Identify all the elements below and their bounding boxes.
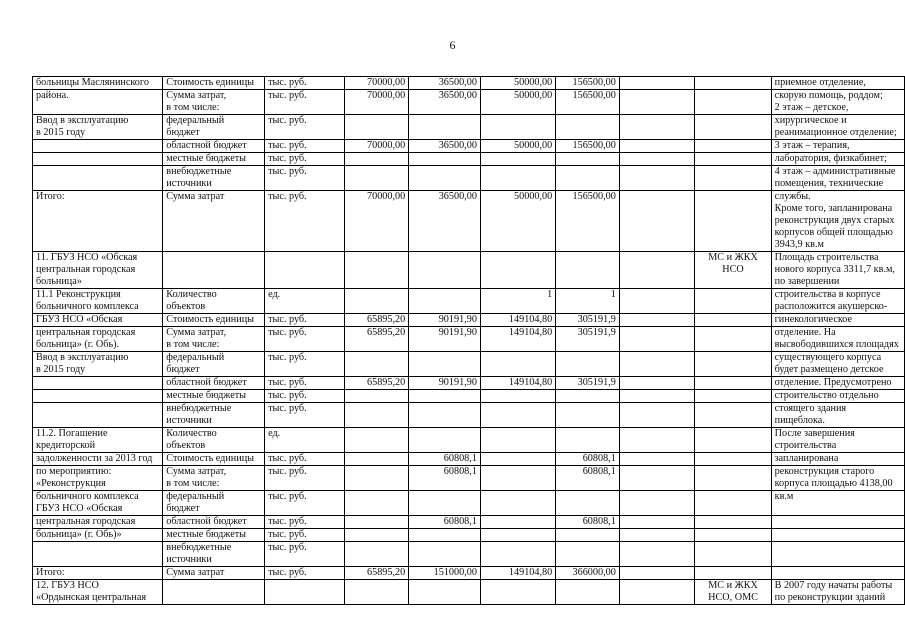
indicator-cell: Стоимость единицы (163, 453, 265, 466)
indicator-cell: внебюджетные источники (163, 403, 265, 428)
executor-cell (695, 352, 771, 377)
object-cell: больницы Маслянинского (33, 77, 163, 90)
object-cell (33, 377, 163, 390)
table-row (33, 466, 905, 491)
note-cell: скорую помощь, роддом; 2 этаж – детское, (771, 90, 904, 115)
executor-cell: МС и ЖКХ НСО, ОМС (695, 580, 771, 605)
object-cell (33, 403, 163, 428)
executor-cell (695, 166, 771, 191)
value-2014-cell: 60808,1 (409, 453, 481, 466)
blank-cell (619, 466, 695, 491)
note-cell (771, 542, 904, 567)
executor-cell (695, 140, 771, 153)
value-total-cell (556, 580, 620, 605)
table-row (33, 289, 905, 314)
value-2013-cell (345, 516, 409, 529)
value-2013-cell: 70000,00 (345, 191, 409, 252)
value-2013-cell (345, 153, 409, 166)
value-2013-cell (345, 390, 409, 403)
blank-cell (619, 289, 695, 314)
value-2015-cell: 149104,80 (480, 314, 555, 327)
indicator-cell (163, 252, 265, 289)
table-row (33, 542, 905, 567)
value-2015-cell (480, 153, 555, 166)
blank-cell (619, 542, 695, 567)
value-2015-cell: 1 (480, 289, 555, 314)
indicator-cell: Сумма затрат, в том числе: (163, 466, 265, 491)
unit-cell: тыс. руб. (265, 377, 345, 390)
value-total-cell: 60808,1 (556, 466, 620, 491)
executor-cell: МС и ЖКХ НСО (695, 252, 771, 289)
indicator-cell: Сумма затрат (163, 191, 265, 252)
value-2015-cell: 50000,00 (480, 191, 555, 252)
table-row (33, 153, 905, 166)
indicator-cell: федеральный бюджет (163, 115, 265, 140)
executor-cell (695, 377, 771, 390)
unit-cell: тыс. руб. (265, 314, 345, 327)
value-total-cell: 156500,00 (556, 77, 620, 90)
object-cell: по мероприятию: «Реконструкция (33, 466, 163, 491)
note-cell: строительство отдельно (771, 390, 904, 403)
value-2013-cell (345, 428, 409, 453)
blank-cell (619, 529, 695, 542)
note-cell (771, 529, 904, 542)
table-row (33, 377, 905, 390)
table-row (33, 516, 905, 529)
note-cell: отделение. Предусмотрено (771, 377, 904, 390)
table-row (33, 140, 905, 153)
note-cell: службы. Кроме того, запланирована реконструкция двух старых корпусов общей площадью 3943,9 кв.м (771, 191, 904, 252)
note-cell: 4 этаж – административные помещения, технические (771, 166, 904, 191)
value-2013-cell (345, 289, 409, 314)
object-cell: 11. ГБУЗ НСО «Обская центральная городская больница» (33, 252, 163, 289)
object-cell: Итого: (33, 567, 163, 580)
unit-cell (265, 580, 345, 605)
indicator-cell: внебюджетные источники (163, 166, 265, 191)
value-total-cell: 305191,9 (556, 327, 620, 352)
value-total-cell (556, 153, 620, 166)
value-2013-cell (345, 403, 409, 428)
blank-cell (619, 377, 695, 390)
value-2013-cell (345, 529, 409, 542)
value-total-cell: 60808,1 (556, 516, 620, 529)
blank-cell (619, 90, 695, 115)
note-cell: стоящего здания пищеблока. (771, 403, 904, 428)
note-cell: приемное отделение, (771, 77, 904, 90)
object-cell: больница» (г. Обь)» (33, 529, 163, 542)
value-2014-cell (409, 390, 481, 403)
indicator-cell: областной бюджет (163, 516, 265, 529)
object-cell (33, 542, 163, 567)
value-total-cell: 60808,1 (556, 453, 620, 466)
blank-cell (619, 327, 695, 352)
unit-cell: тыс. руб. (265, 166, 345, 191)
blank-cell (619, 453, 695, 466)
unit-cell: тыс. руб. (265, 115, 345, 140)
executor-cell (695, 453, 771, 466)
value-2013-cell (345, 352, 409, 377)
value-2015-cell (480, 252, 555, 289)
unit-cell: тыс. руб. (265, 140, 345, 153)
note-cell: гинекологическое (771, 314, 904, 327)
value-2013-cell (345, 252, 409, 289)
table-row (33, 314, 905, 327)
value-2014-cell (409, 115, 481, 140)
unit-cell: ед. (265, 428, 345, 453)
value-total-cell (556, 166, 620, 191)
value-2015-cell: 149104,80 (480, 567, 555, 580)
executor-cell (695, 90, 771, 115)
indicator-cell: Количество объектов (163, 289, 265, 314)
indicator-cell: местные бюджеты (163, 153, 265, 166)
table-row (33, 529, 905, 542)
object-cell: задолженности за 2013 год (33, 453, 163, 466)
blank-cell (619, 352, 695, 377)
executor-cell (695, 516, 771, 529)
blank-cell (619, 191, 695, 252)
table-row (33, 327, 905, 352)
table-row (33, 491, 905, 516)
value-2015-cell (480, 516, 555, 529)
value-2014-cell: 36500,00 (409, 191, 481, 252)
unit-cell: тыс. руб. (265, 77, 345, 90)
value-2015-cell (480, 390, 555, 403)
table-row (33, 580, 905, 605)
blank-cell (619, 314, 695, 327)
value-2015-cell (480, 466, 555, 491)
note-cell: запланирована (771, 453, 904, 466)
unit-cell: ед. (265, 289, 345, 314)
value-total-cell: 156500,00 (556, 191, 620, 252)
object-cell (33, 166, 163, 191)
value-2014-cell (409, 289, 481, 314)
value-2014-cell: 36500,00 (409, 90, 481, 115)
value-2015-cell (480, 403, 555, 428)
note-cell: Площадь строительства нового корпуса 3311,7 кв.м, по завершении (771, 252, 904, 289)
value-2013-cell (345, 491, 409, 516)
value-2015-cell: 149104,80 (480, 327, 555, 352)
value-total-cell (556, 390, 620, 403)
table-row (33, 252, 905, 289)
object-cell: Ввод в эксплуатацию в 2015 году (33, 352, 163, 377)
indicator-cell: местные бюджеты (163, 390, 265, 403)
indicator-cell: федеральный бюджет (163, 352, 265, 377)
executor-cell (695, 567, 771, 580)
value-total-cell (556, 529, 620, 542)
object-cell: 11.1 Реконструкция больничного комплекса (33, 289, 163, 314)
blank-cell (619, 140, 695, 153)
value-total-cell (556, 352, 620, 377)
value-2015-cell: 50000,00 (480, 90, 555, 115)
blank-cell (619, 516, 695, 529)
value-total-cell: 305191,9 (556, 377, 620, 390)
blank-cell (619, 252, 695, 289)
unit-cell: тыс. руб. (265, 327, 345, 352)
value-2014-cell (409, 491, 481, 516)
value-total-cell (556, 491, 620, 516)
note-cell: строительства в корпусе расположится акушерско- (771, 289, 904, 314)
value-2014-cell (409, 166, 481, 191)
value-2013-cell (345, 166, 409, 191)
note-cell: 3 этаж – терапия, (771, 140, 904, 153)
note-cell: После завершения строительства (771, 428, 904, 453)
blank-cell (619, 567, 695, 580)
note-cell: хирургическое и реанимационное отделение; (771, 115, 904, 140)
value-2013-cell: 65895,20 (345, 377, 409, 390)
object-cell: района. (33, 90, 163, 115)
value-2014-cell: 60808,1 (409, 516, 481, 529)
note-cell (771, 567, 904, 580)
indicator-cell: местные бюджеты (163, 529, 265, 542)
executor-cell (695, 529, 771, 542)
value-2015-cell (480, 115, 555, 140)
value-total-cell (556, 252, 620, 289)
table-row (33, 403, 905, 428)
table-row (33, 90, 905, 115)
indicator-cell: Стоимость единицы (163, 77, 265, 90)
executor-cell (695, 403, 771, 428)
value-2013-cell (345, 115, 409, 140)
executor-cell (695, 327, 771, 352)
note-cell: реконструкция старого корпуса площадью 4138,00 (771, 466, 904, 491)
note-cell: отделение. На высвободившихся площадях (771, 327, 904, 352)
value-2014-cell (409, 352, 481, 377)
value-2013-cell: 65895,20 (345, 567, 409, 580)
executor-cell (695, 491, 771, 516)
blank-cell (619, 166, 695, 191)
object-cell (33, 153, 163, 166)
unit-cell: тыс. руб. (265, 516, 345, 529)
value-2014-cell (409, 153, 481, 166)
object-cell: центральная городская (33, 516, 163, 529)
indicator-cell: Количество объектов (163, 428, 265, 453)
unit-cell: тыс. руб. (265, 153, 345, 166)
budget-table (32, 76, 905, 605)
page-number: 6 (449, 38, 456, 52)
unit-cell: тыс. руб. (265, 90, 345, 115)
indicator-cell: областной бюджет (163, 140, 265, 153)
blank-cell (619, 115, 695, 140)
value-2015-cell (480, 453, 555, 466)
value-2014-cell: 90191,90 (409, 377, 481, 390)
value-2015-cell (480, 529, 555, 542)
executor-cell (695, 77, 771, 90)
object-cell: 12. ГБУЗ НСО «Ордынская центральная (33, 580, 163, 605)
value-2015-cell (480, 166, 555, 191)
executor-cell (695, 542, 771, 567)
unit-cell: тыс. руб. (265, 403, 345, 428)
value-2015-cell: 50000,00 (480, 77, 555, 90)
unit-cell: тыс. руб. (265, 542, 345, 567)
value-total-cell: 366000,00 (556, 567, 620, 580)
note-cell: лаборатория, физкабинет; (771, 153, 904, 166)
value-total-cell (556, 403, 620, 428)
indicator-cell (163, 580, 265, 605)
value-2015-cell (480, 352, 555, 377)
value-2014-cell (409, 428, 481, 453)
value-total-cell (556, 542, 620, 567)
object-cell: ГБУЗ НСО «Обская (33, 314, 163, 327)
executor-cell (695, 115, 771, 140)
value-2013-cell (345, 580, 409, 605)
blank-cell (619, 491, 695, 516)
unit-cell: тыс. руб. (265, 466, 345, 491)
value-2014-cell: 36500,00 (409, 140, 481, 153)
table-row (33, 166, 905, 191)
unit-cell: тыс. руб. (265, 567, 345, 580)
object-cell: Ввод в эксплуатацию в 2015 году (33, 115, 163, 140)
value-2013-cell (345, 453, 409, 466)
indicator-cell: Сумма затрат, в том числе: (163, 327, 265, 352)
note-cell: существующего корпуса будет размещено детское (771, 352, 904, 377)
blank-cell (619, 390, 695, 403)
value-2013-cell: 65895,20 (345, 314, 409, 327)
executor-cell (695, 466, 771, 491)
value-2013-cell (345, 466, 409, 491)
indicator-cell: федеральный бюджет (163, 491, 265, 516)
table-row (33, 352, 905, 377)
value-2013-cell (345, 542, 409, 567)
executor-cell (695, 314, 771, 327)
value-2014-cell (409, 542, 481, 567)
table-row (33, 77, 905, 90)
value-total-cell: 156500,00 (556, 140, 620, 153)
executor-cell (695, 289, 771, 314)
unit-cell: тыс. руб. (265, 352, 345, 377)
table-row (33, 567, 905, 580)
value-total-cell (556, 115, 620, 140)
table-row (33, 453, 905, 466)
note-cell: В 2007 году начаты работы по реконструкции зданий (771, 580, 904, 605)
executor-cell (695, 390, 771, 403)
blank-cell (619, 580, 695, 605)
value-total-cell: 156500,00 (556, 90, 620, 115)
value-2014-cell: 36500,00 (409, 77, 481, 90)
object-cell: Итого: (33, 191, 163, 252)
value-total-cell: 1 (556, 289, 620, 314)
object-cell: больничного комплекса ГБУЗ НСО «Обская (33, 491, 163, 516)
value-2014-cell (409, 403, 481, 428)
value-2013-cell: 70000,00 (345, 77, 409, 90)
blank-cell (619, 403, 695, 428)
table-row (33, 390, 905, 403)
value-total-cell: 305191,9 (556, 314, 620, 327)
blank-cell (619, 153, 695, 166)
object-cell (33, 140, 163, 153)
value-2015-cell (480, 542, 555, 567)
value-2014-cell: 60808,1 (409, 466, 481, 491)
blank-cell (619, 77, 695, 90)
indicator-cell: Сумма затрат, в том числе: (163, 90, 265, 115)
unit-cell: тыс. руб. (265, 453, 345, 466)
unit-cell: тыс. руб. (265, 529, 345, 542)
note-cell: кв.м (771, 491, 904, 516)
value-2014-cell (409, 529, 481, 542)
executor-cell (695, 428, 771, 453)
value-2013-cell: 70000,00 (345, 140, 409, 153)
value-2015-cell: 50000,00 (480, 140, 555, 153)
unit-cell: тыс. руб. (265, 390, 345, 403)
value-2014-cell: 90191,90 (409, 314, 481, 327)
value-2014-cell (409, 252, 481, 289)
value-total-cell (556, 428, 620, 453)
object-cell (33, 390, 163, 403)
unit-cell: тыс. руб. (265, 191, 345, 252)
value-2013-cell: 65895,20 (345, 327, 409, 352)
object-cell: 11.2. Погашение кредиторской (33, 428, 163, 453)
indicator-cell: внебюджетные источники (163, 542, 265, 567)
indicator-cell: Сумма затрат (163, 567, 265, 580)
indicator-cell: областной бюджет (163, 377, 265, 390)
indicator-cell: Стоимость единицы (163, 314, 265, 327)
executor-cell (695, 191, 771, 252)
value-2015-cell (480, 491, 555, 516)
value-2014-cell: 90191,90 (409, 327, 481, 352)
value-2015-cell (480, 580, 555, 605)
table-row (33, 191, 905, 252)
value-2014-cell (409, 580, 481, 605)
table-row (33, 115, 905, 140)
object-cell: центральная городская больница» (г. Обь). (33, 327, 163, 352)
table-row (33, 428, 905, 453)
value-2014-cell: 151000,00 (409, 567, 481, 580)
blank-cell (619, 428, 695, 453)
value-2015-cell: 149104,80 (480, 377, 555, 390)
unit-cell (265, 252, 345, 289)
note-cell (771, 516, 904, 529)
unit-cell: тыс. руб. (265, 491, 345, 516)
executor-cell (695, 153, 771, 166)
value-2015-cell (480, 428, 555, 453)
value-2013-cell: 70000,00 (345, 90, 409, 115)
